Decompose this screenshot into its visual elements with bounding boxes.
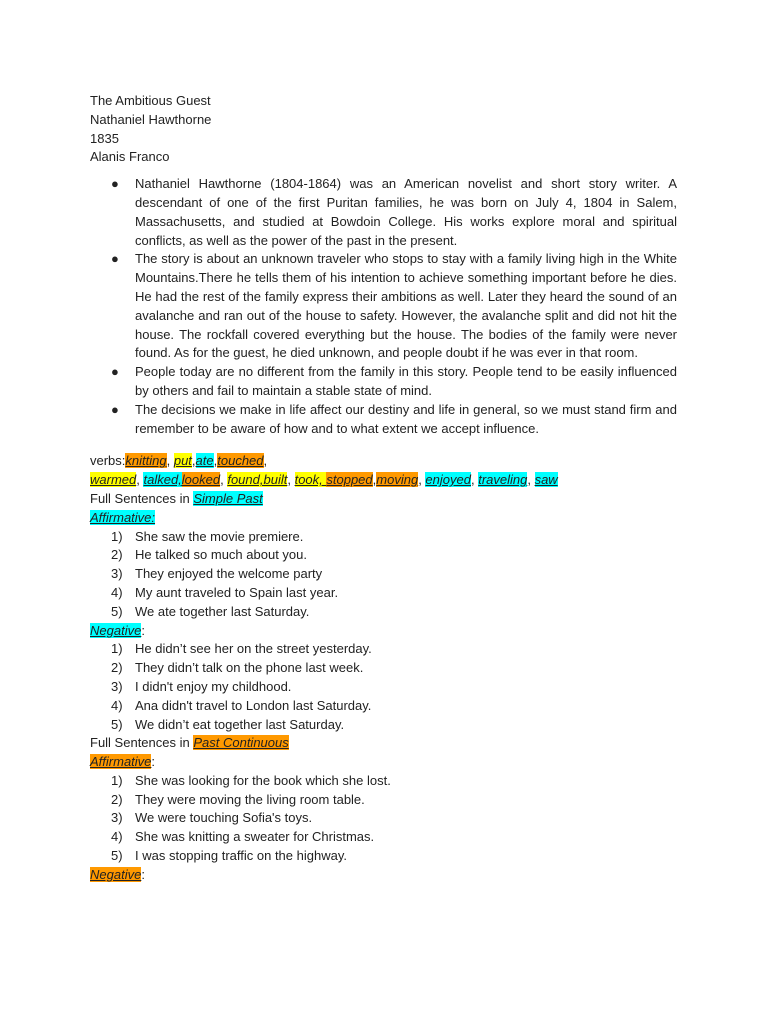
verb-highlight: moving	[376, 472, 419, 488]
verb-separator: ,	[263, 453, 268, 469]
past-continuous-affirmative-list	[90, 772, 677, 866]
list-item: 5) We didn’t eat together last Saturday.	[111, 716, 345, 732]
bullet-icon: ●	[111, 176, 119, 192]
verb-highlight: put	[173, 453, 192, 469]
list-item: 3) They enjoyed the welcome party	[111, 566, 323, 582]
list-item: 5) I was stopping traffic on the highway.	[111, 848, 347, 864]
publication-year: 1835	[90, 130, 119, 146]
author-name: Nathaniel Hawthorne	[90, 111, 212, 127]
list-item: 2) They were moving the living room table.	[111, 791, 365, 807]
verb-separator: ,	[136, 472, 144, 488]
verb-highlight: looked	[181, 472, 221, 488]
verb-separator: ,	[372, 472, 377, 488]
document-title: The Ambitious Guest	[90, 93, 211, 108]
verb-separator: ,	[220, 472, 228, 488]
simple-past-negative-list	[90, 640, 677, 734]
verb-separator: ,	[191, 453, 196, 469]
verbs-line-2	[90, 471, 677, 490]
verb-separator: ,	[418, 472, 426, 488]
past-continuous-negative-label: Negative:	[90, 866, 145, 882]
verb-separator: ,	[166, 453, 174, 469]
document-page	[90, 92, 677, 885]
simple-past-negative-label: Negative:	[90, 622, 145, 638]
list-item: 3) I didn't enjoy my childhood.	[111, 678, 292, 694]
list-item: 2) They didn’t talk on the phone last week.	[111, 660, 364, 676]
list-item: 4) She was knitting a sweater for Christmas.	[111, 829, 375, 845]
verb-highlight: touched	[217, 453, 264, 469]
past-continuous-tense-label: Past Continuous	[193, 735, 289, 751]
bullet-item: ● The decisions we make in life affect our destiny and life in general, so we must stand firm and remember to be aware of how and to what extent we accept influence.	[111, 401, 677, 436]
verb-highlight: talked,	[143, 472, 182, 488]
simple-past-affirmative-list	[90, 528, 677, 622]
verb-highlight: warmed	[90, 472, 137, 488]
student-name: Alanis Franco	[90, 149, 170, 165]
list-item: 4) Ana didn't travel to London last Saturday.	[111, 697, 372, 713]
list-item: 5) We ate together last Saturday.	[111, 603, 310, 619]
list-item: 1) She was looking for the book which she lost.	[111, 772, 391, 788]
past-continuous-affirmative-label: Affirmative:	[90, 754, 156, 770]
bullet-icon: ●	[111, 251, 119, 267]
list-item: 1) He didn’t see her on the street yesterday.	[111, 641, 372, 657]
simple-past-tense-label: Simple Past	[193, 490, 263, 506]
verbs-list-1	[125, 453, 267, 468]
verb-separator: ,	[470, 472, 479, 488]
verb-separator: ,	[213, 453, 218, 469]
verb-highlight: took,	[294, 472, 327, 488]
verb-separator: ,	[287, 472, 295, 488]
simple-past-affirmative-label: Affirmative:	[90, 509, 156, 525]
list-item: 2) He talked so much about you.	[111, 547, 307, 563]
simple-past-heading: Full Sentences in Simple Past	[90, 490, 263, 506]
bullet-item: ● People today are no different from the family in this story. People tend to be easily influenced by others and fail to maintain a stable state of mind.	[111, 364, 677, 398]
verbs-line-1	[90, 452, 677, 471]
verbs-label: verbs:	[90, 453, 126, 469]
list-item: 4) My aunt traveled to Spain last year.	[111, 584, 339, 600]
list-item: 3) We were touching Sofia's toys.	[111, 810, 313, 826]
bullet-icon: ●	[111, 364, 119, 380]
verb-highlight: traveling	[478, 472, 528, 488]
verb-separator: ,	[527, 472, 535, 488]
bullet-icon: ●	[111, 401, 119, 417]
verb-highlight: enjoyed	[425, 472, 471, 488]
verb-highlight: knitting	[125, 453, 167, 469]
verb-highlight: found,built	[227, 472, 288, 488]
verb-highlight: saw	[534, 472, 558, 488]
summary-bullet-list	[90, 175, 677, 438]
verb-highlight: ate	[195, 453, 214, 469]
bullet-item: ● Nathaniel Hawthorne (1804-1864) was an American novelist and short story writer. A descendant of one of the first Puritan families, he was born on July 4, 1804 in Salem, Massachusetts, and studied at Bowdoin College. His works explore moral and spiritual conflicts, as well as the power of the past in the present.	[111, 176, 677, 248]
verb-highlight: stopped	[326, 472, 373, 488]
list-item: 1) She saw the movie premiere.	[111, 528, 304, 544]
bullet-item: ● The story is about an unknown traveler who stops to stay with a family living high in the White Mountains.There he tells them of his intention to achieve something important before he dies. He had the rest of the family express their ambitions as well. Later they heard the sound of an avalanche and ran out of the house to safety. However, the avalanche split and did not hit the house. The rockfall covered everything but the house. The bodies of the family were never found. As for the guest, he died unknown, and people doubt if he was ever in that room.	[111, 251, 677, 361]
past-continuous-heading: Full Sentences in Past Continuous	[90, 735, 289, 751]
